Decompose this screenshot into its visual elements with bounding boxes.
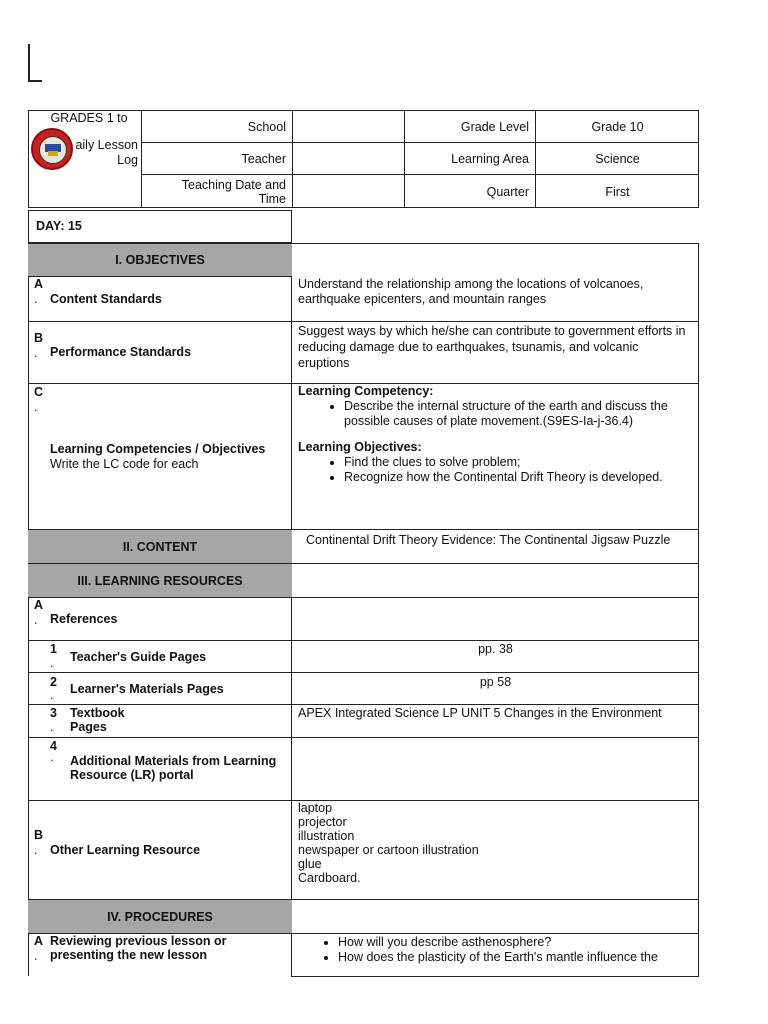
grade-level-value: Grade 10: [591, 119, 644, 134]
quarter-value: First: [605, 185, 630, 199]
other-resources-label: Other Learning Resource: [50, 843, 201, 857]
row-letter: A: [34, 598, 44, 612]
row-dot: .: [34, 346, 38, 360]
quarter-label: Quarter: [486, 185, 529, 199]
procedures-heading: IV. PROCEDURES: [28, 900, 292, 934]
list-item: • How will you describe asthenosphere?: [338, 935, 692, 950]
list-item: projector: [298, 815, 347, 829]
list-item: laptop: [298, 801, 333, 815]
references-label: References: [50, 612, 118, 626]
reviewing-lesson-row: [28, 934, 699, 977]
list-item: illustration: [298, 829, 355, 843]
row-letter: A: [34, 934, 44, 948]
row-number: 4: [50, 739, 57, 753]
content-text: Continental Drift Theory Evidence: The Continental Jigsaw Puzzle: [306, 533, 671, 547]
performance-standards-text: Suggest ways by which he/she can contribute to government efforts in reducing damage due to earthquakes, tsunamis, and volcanic eruptions: [298, 324, 686, 370]
additional-materials-label: Additional Materials from Learning Resource (LR) portal: [70, 754, 277, 782]
row-dot: ·: [50, 753, 55, 767]
teacher-label: Teacher: [241, 152, 286, 166]
additional-materials-row: [28, 738, 699, 801]
learners-materials-label: Learner's Materials Pages: [70, 682, 224, 696]
teaching-date-field[interactable]: [293, 176, 404, 208]
textbook-value: APEX Integrated Science LP UNIT 5 Changes in the Environment: [298, 706, 662, 720]
content-standards-row: [28, 277, 699, 322]
learning-area-label: Learning Area: [451, 152, 529, 166]
corner-crop-mark: [28, 44, 42, 82]
list-item: • Recognize how the Continental Drift Theory is developed.: [344, 470, 693, 485]
row-letter: B: [34, 331, 44, 345]
reviewing-questions-list: [292, 935, 692, 964]
row-letter: C: [34, 385, 44, 399]
other-resources-list: [298, 801, 698, 885]
school-label: School: [247, 119, 286, 134]
row-dot: .: [50, 656, 54, 670]
content-standards-label: Content Standards: [50, 292, 162, 306]
textbook-label: Textbook Pages: [70, 706, 125, 734]
row-dot: .: [34, 400, 38, 414]
row-letter: B: [34, 828, 44, 842]
content-cell: [292, 530, 699, 564]
row-dot: .: [34, 613, 38, 627]
competency-heading: Learning Competency:: [298, 384, 434, 398]
row-dot: .: [34, 292, 38, 306]
content-heading: II. CONTENT: [28, 530, 292, 564]
other-resources-row: [28, 801, 699, 900]
row-dot: .: [34, 843, 38, 857]
teaching-date-label: Teaching Date and Time: [181, 178, 286, 206]
teachers-guide-label: Teacher's Guide Pages: [70, 650, 207, 664]
grade-level-label: Grade Level: [460, 119, 529, 134]
header-title: GRADES 1 to aily Lesson Log: [50, 111, 138, 167]
objectives-list: [298, 455, 693, 484]
reviewing-lesson-label: Reviewing previous lesson or presenting the new lesson: [50, 934, 227, 962]
row-number: 2: [50, 675, 57, 689]
teacher-field[interactable]: [293, 143, 404, 175]
row-dot: .: [34, 949, 38, 963]
references-row: [28, 598, 699, 641]
performance-standards-label: Performance Standards: [50, 345, 192, 359]
row-number: 3: [50, 706, 57, 720]
day-label: DAY: 15: [36, 219, 82, 233]
learning-competencies-sublabel: Write the LC code for each: [50, 457, 199, 471]
learning-competencies-label: Learning Competencies / Objectives: [50, 442, 266, 456]
row-letter: A: [34, 277, 44, 291]
row-number: 1: [50, 642, 57, 656]
list-item: • Describe the internal structure of the earth and discuss the possible causes of plate movement.(S9ES-Ia-j-36.4): [344, 399, 693, 428]
learners-materials-row: [28, 673, 699, 705]
list-item: glue: [298, 857, 322, 871]
learning-competencies-row: [28, 384, 699, 530]
list-item: • Find the clues to solve problem;: [344, 455, 693, 470]
school-seal-icon: [31, 128, 73, 170]
learning-resources-heading: III. LEARNING RESOURCES: [28, 564, 292, 598]
teachers-guide-value: pp. 38: [478, 642, 513, 656]
competency-list: [298, 399, 693, 428]
learners-materials-value: pp 58: [479, 675, 512, 689]
teachers-guide-row: [28, 641, 699, 673]
textbook-row: [28, 705, 699, 738]
list-item: Cardboard.: [298, 871, 361, 885]
school-field[interactable]: [293, 110, 404, 143]
row-dot: .: [50, 720, 54, 734]
content-standards-text: Understand the relationship among the locations of volcanoes, earthquake epicenters, and mountain ranges: [298, 277, 644, 306]
list-item: • How does the plasticity of the Earth's mantle influence the: [338, 950, 692, 965]
objectives-heading: I. OBJECTIVES: [28, 243, 292, 277]
row-dot: .: [50, 688, 54, 702]
performance-standards-row: [28, 322, 699, 384]
list-item: newspaper or cartoon illustration: [298, 843, 479, 857]
objectives-subheading: Learning Objectives:: [298, 440, 422, 454]
learning-area-value: Science: [595, 152, 640, 166]
